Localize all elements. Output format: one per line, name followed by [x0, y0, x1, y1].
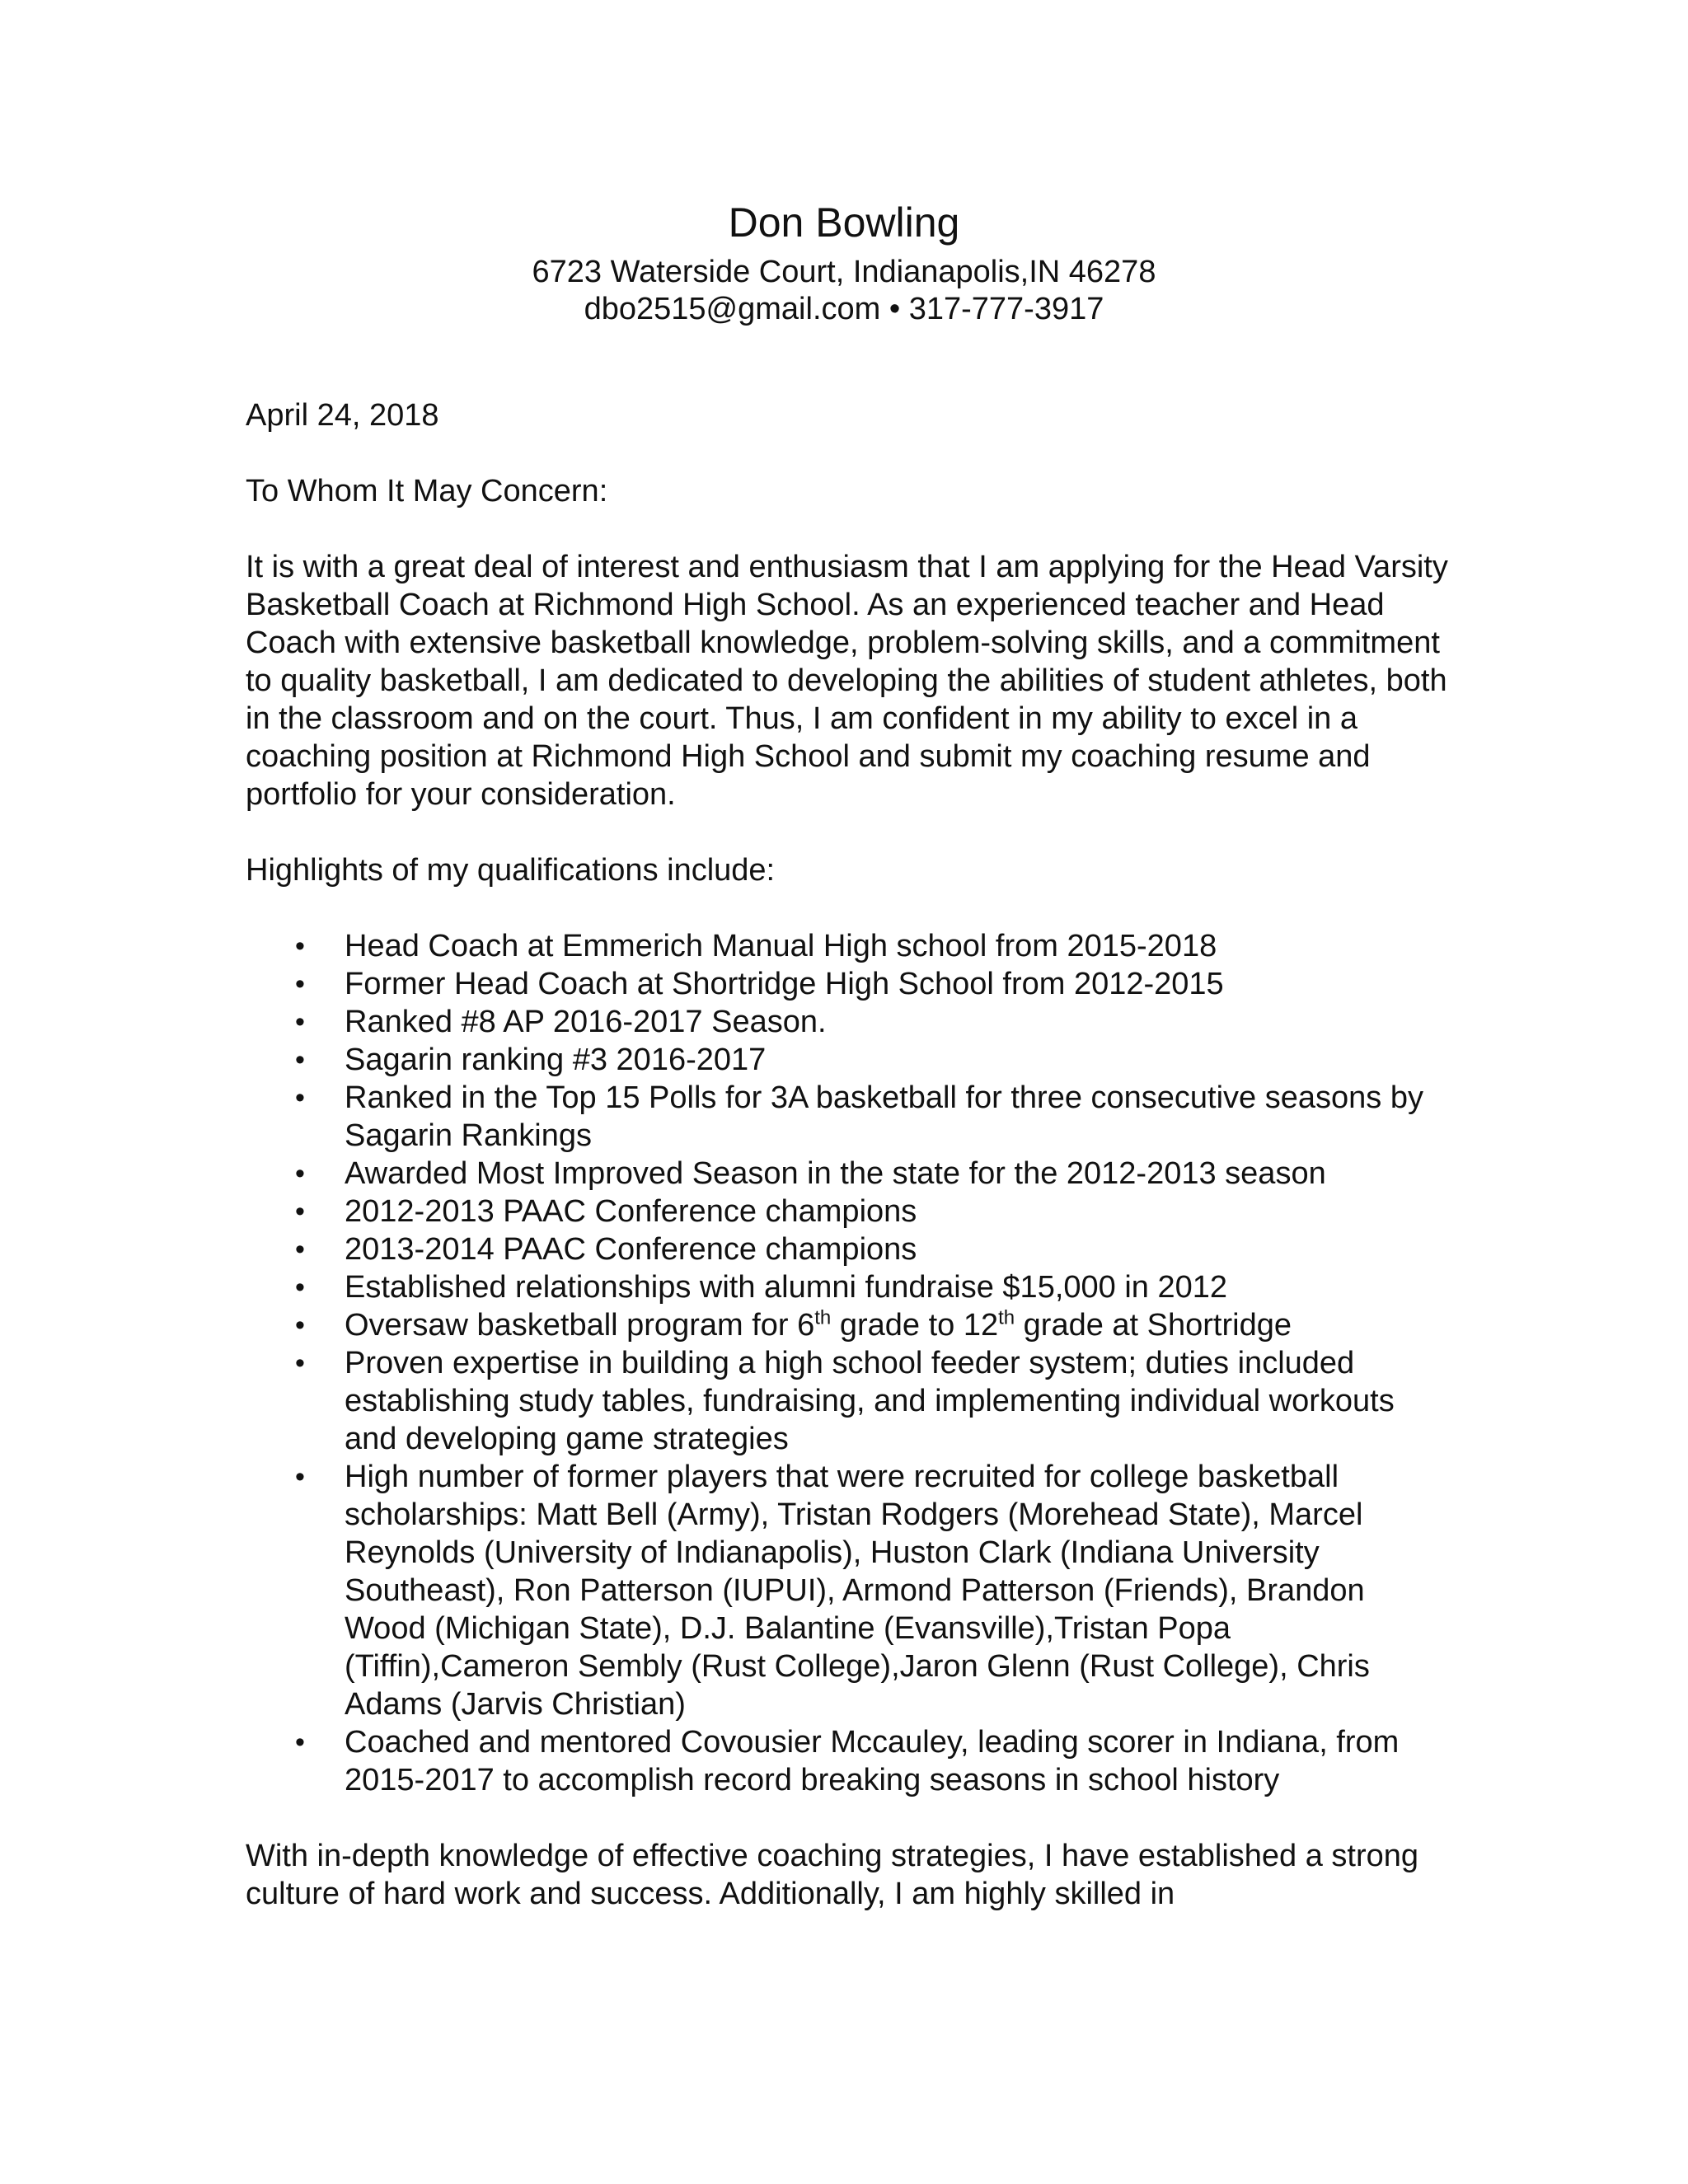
qualification-text: Established relationships with alumni fundraise $15,000 in 2012	[345, 1270, 1228, 1305]
salutation: To Whom It May Concern:	[246, 474, 608, 509]
bullet-icon: •	[295, 1044, 305, 1076]
closing-paragraph: With in-depth knowledge of effective coaching strategies, I have established a strong culture of hard work and success. Additionally, I am highly skilled in	[246, 1839, 1419, 1911]
qualifications-list	[246, 927, 1449, 1799]
list-item	[246, 927, 1449, 965]
bullet-icon: •	[295, 1006, 305, 1038]
qualification-text: High number of former players that were recruited for college basketball scholarships: Matt Bell (Army), Tristan Rodgers (Morehead State), Marcel Reynolds (University of Indianapolis), Huston Clark (Indiana University Southeast), Ron Patterson (IUPUI), Armond Patterson (Friends), Brandon Wood (Michigan State), D.J. Balantine (Evansville),Tristan Popa (Tiffin),Cameron Sembly (Rust College),Jaron Glenn (Rust College), Chris Adams (Jarvis Christian)	[345, 1460, 1370, 1722]
bullet-icon: •	[295, 1082, 305, 1113]
ordinal-suffix: th	[814, 1306, 832, 1329]
list-item	[246, 1306, 1449, 1344]
qualification-text	[345, 1308, 1292, 1343]
bullet-icon: •	[295, 968, 305, 1000]
bullet-icon: •	[295, 1234, 305, 1265]
list-item	[246, 1079, 1449, 1155]
sender-contact: dbo2515@gmail.com • 317-777-3917	[584, 292, 1104, 326]
qualification-text-part: Oversaw basketball program for 6	[345, 1308, 815, 1343]
list-item	[246, 965, 1449, 1003]
qualification-text: Sagarin ranking #3 2016-2017	[345, 1043, 767, 1077]
list-item	[246, 1230, 1449, 1268]
letter-header	[0, 191, 1688, 328]
intro-paragraph: It is with a great deal of interest and enthusiasm that I am applying for the Head Varsity Basketball Coach at Richmond High School. As an experienced teacher and Head Coach with extensive basketball knowledge, problem-solving skills, and a commitment to quality basketball, I am dedicated to developing the abilities of student athletes, both in the classroom and on the court. Thus, I am confident in my ability to excel in a coaching position at Richmond High School and submit my coaching resume and portfolio for your consideration.	[246, 550, 1448, 812]
list-item	[246, 1458, 1449, 1723]
list-item	[246, 1268, 1449, 1306]
bullet-icon: •	[295, 930, 305, 962]
highlights-intro: Highlights of my qualifications include:	[246, 853, 776, 888]
qualification-text: Ranked in the Top 15 Polls for 3A basketball for three consecutive seasons by Sagarin Rankings	[345, 1080, 1423, 1153]
bullet-icon: •	[295, 1461, 305, 1493]
qualification-text: Head Coach at Emmerich Manual High school from 2015-2018	[345, 929, 1217, 963]
list-item	[246, 1193, 1449, 1230]
qualification-text: Ranked #8 AP 2016-2017 Season.	[345, 1005, 827, 1039]
sender-address: 6723 Waterside Court, Indianapolis,IN 46278	[532, 255, 1156, 289]
list-item	[246, 1041, 1449, 1079]
sender-name: Don Bowling	[728, 199, 960, 246]
letter-date: April 24, 2018	[246, 398, 439, 433]
bullet-icon: •	[295, 1727, 305, 1758]
bullet-icon: •	[295, 1196, 305, 1227]
list-item	[246, 1723, 1449, 1799]
qualification-text: Proven expertise in building a high school feeder system; duties included establishing study tables, fundraising, and implementing individual workouts and developing game strategies	[345, 1346, 1395, 1456]
ordinal-suffix: th	[998, 1306, 1015, 1329]
bullet-icon: •	[295, 1158, 305, 1189]
list-item	[246, 1003, 1449, 1041]
qualification-text: Former Head Coach at Shortridge High School from 2012-2015	[345, 967, 1224, 1001]
qualification-text-part: grade to 12	[831, 1308, 999, 1343]
qualification-text-part: grade at Shortridge	[1015, 1308, 1292, 1343]
letter-body	[246, 396, 1449, 1951]
qualification-text: 2013-2014 PAAC Conference champions	[345, 1232, 917, 1267]
list-item	[246, 1344, 1449, 1458]
list-item	[246, 1155, 1449, 1193]
qualification-text: Coached and mentored Covousier Mccauley, leading scorer in Indiana, from 2015-2017 to accomplish record breaking seasons in school history	[345, 1725, 1400, 1797]
qualification-text: Awarded Most Improved Season in the state for the 2012-2013 season	[345, 1156, 1326, 1191]
bullet-icon: •	[295, 1347, 305, 1379]
bullet-icon: •	[295, 1310, 305, 1341]
qualification-text: 2012-2013 PAAC Conference champions	[345, 1194, 917, 1229]
bullet-icon: •	[295, 1272, 305, 1303]
